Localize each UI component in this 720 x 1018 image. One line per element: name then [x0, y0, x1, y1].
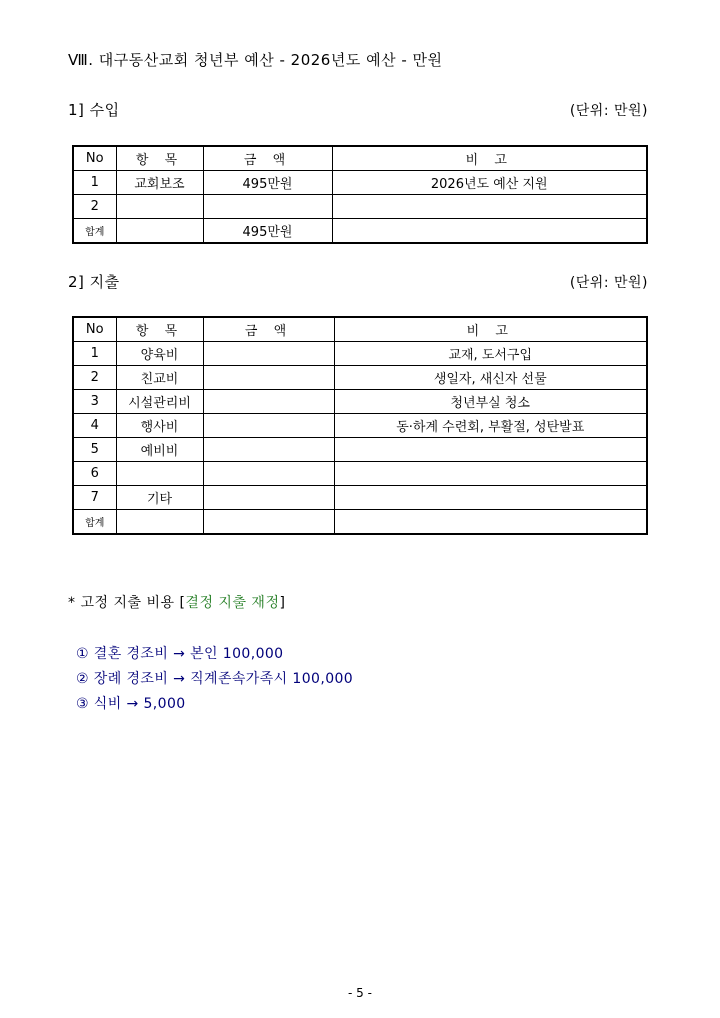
- income-unit-label: (단위: 만원): [569, 103, 648, 119]
- income-row-note: [332, 195, 647, 219]
- income-row-no: 1: [73, 171, 116, 195]
- income-row-item: 교회보조: [116, 171, 203, 195]
- expense-row: [73, 462, 647, 486]
- expense-heading: 2] 지출: [68, 273, 120, 291]
- income-table: [72, 145, 648, 244]
- expense-row-amount: [203, 342, 334, 366]
- fixed-cost-item: ② 장례 경조비 → 직계존속가족시 100,000: [76, 671, 354, 687]
- expense-row-note: [334, 486, 647, 510]
- expense-row-no: 3: [73, 390, 116, 414]
- expense-row-no: 5: [73, 438, 116, 462]
- income-row-no: 2: [73, 195, 116, 219]
- income-header-item: 항 목: [116, 146, 203, 171]
- fixed-costs-prefix: * 고정 지출 비용 [: [68, 595, 186, 611]
- fixed-costs-heading: [68, 592, 285, 612]
- income-row-amount: 495만원: [203, 171, 332, 195]
- document-title: Ⅷ. 대구동산교회 청년부 예산 - 2026년도 예산 - 만원: [68, 51, 443, 69]
- fixed-cost-item: ① 결혼 경조비 → 본인 100,000: [76, 646, 284, 662]
- expense-header-note: 비 고: [334, 317, 647, 342]
- expense-row-amount: [203, 486, 334, 510]
- expense-row-note: 청년부실 청소: [334, 390, 647, 414]
- income-total-item: [116, 219, 203, 244]
- income-row: [73, 195, 647, 219]
- expense-row-item: [116, 462, 203, 486]
- income-total-row: [73, 219, 647, 244]
- expense-row-amount: [203, 390, 334, 414]
- expense-row: [73, 390, 647, 414]
- expense-row-amount: [203, 438, 334, 462]
- expense-header-item: 항 목: [116, 317, 203, 342]
- expense-row-no: 1: [73, 342, 116, 366]
- income-header-note: 비 고: [332, 146, 647, 171]
- expense-row-note: 교재, 도서구입: [334, 342, 647, 366]
- expense-row-amount: [203, 462, 334, 486]
- income-row-amount: [203, 195, 332, 219]
- expense-total-label: 합계: [73, 510, 116, 535]
- expense-header-amount: 금 액: [203, 317, 334, 342]
- expense-row: [73, 414, 647, 438]
- fixed-costs-suffix: ]: [279, 595, 286, 611]
- expense-row-item: 행사비: [116, 414, 203, 438]
- income-header-row: [73, 146, 647, 171]
- expense-row: [73, 342, 647, 366]
- expense-row-item: 시설관리비: [116, 390, 203, 414]
- expense-row-no: 4: [73, 414, 116, 438]
- income-heading: 1] 수입: [68, 101, 120, 119]
- expense-row-amount: [203, 414, 334, 438]
- expense-header-row: [73, 317, 647, 342]
- expense-row-amount: [203, 366, 334, 390]
- income-header-amount: 금 액: [203, 146, 332, 171]
- expense-row-item: 친교비: [116, 366, 203, 390]
- income-total-note: [332, 219, 647, 244]
- expense-row-note: 동·하계 수련회, 부활절, 성탄발표: [334, 414, 647, 438]
- expense-row-no: 6: [73, 462, 116, 486]
- expense-row: [73, 366, 647, 390]
- income-total-amount: 495만원: [203, 219, 332, 244]
- expense-table: [72, 316, 648, 535]
- expense-row-note: 생일자, 새신자 선물: [334, 366, 647, 390]
- expense-total-amount: [203, 510, 334, 535]
- expense-row-note: [334, 462, 647, 486]
- page-number: - 5 -: [348, 986, 372, 1000]
- income-row-note: 2026년도 예산 지원: [332, 171, 647, 195]
- fixed-cost-item: ③ 식비 → 5,000: [76, 696, 186, 712]
- income-row-item: [116, 195, 203, 219]
- expense-unit-label: (단위: 만원): [569, 275, 648, 291]
- income-header-no: No: [73, 146, 116, 171]
- expense-row: [73, 486, 647, 510]
- expense-row: [73, 438, 647, 462]
- income-total-label: 합계: [73, 219, 116, 244]
- expense-row-item: 기타: [116, 486, 203, 510]
- expense-row-item: 예비비: [116, 438, 203, 462]
- expense-total-row: [73, 510, 647, 535]
- expense-total-item: [116, 510, 203, 535]
- expense-row-no: 7: [73, 486, 116, 510]
- expense-total-note: [334, 510, 647, 535]
- income-row: [73, 171, 647, 195]
- expense-row-no: 2: [73, 366, 116, 390]
- expense-row-item: 양육비: [116, 342, 203, 366]
- fixed-costs-highlight: 결정 지출 재정: [185, 595, 280, 611]
- expense-row-note: [334, 438, 647, 462]
- expense-header-no: No: [73, 317, 116, 342]
